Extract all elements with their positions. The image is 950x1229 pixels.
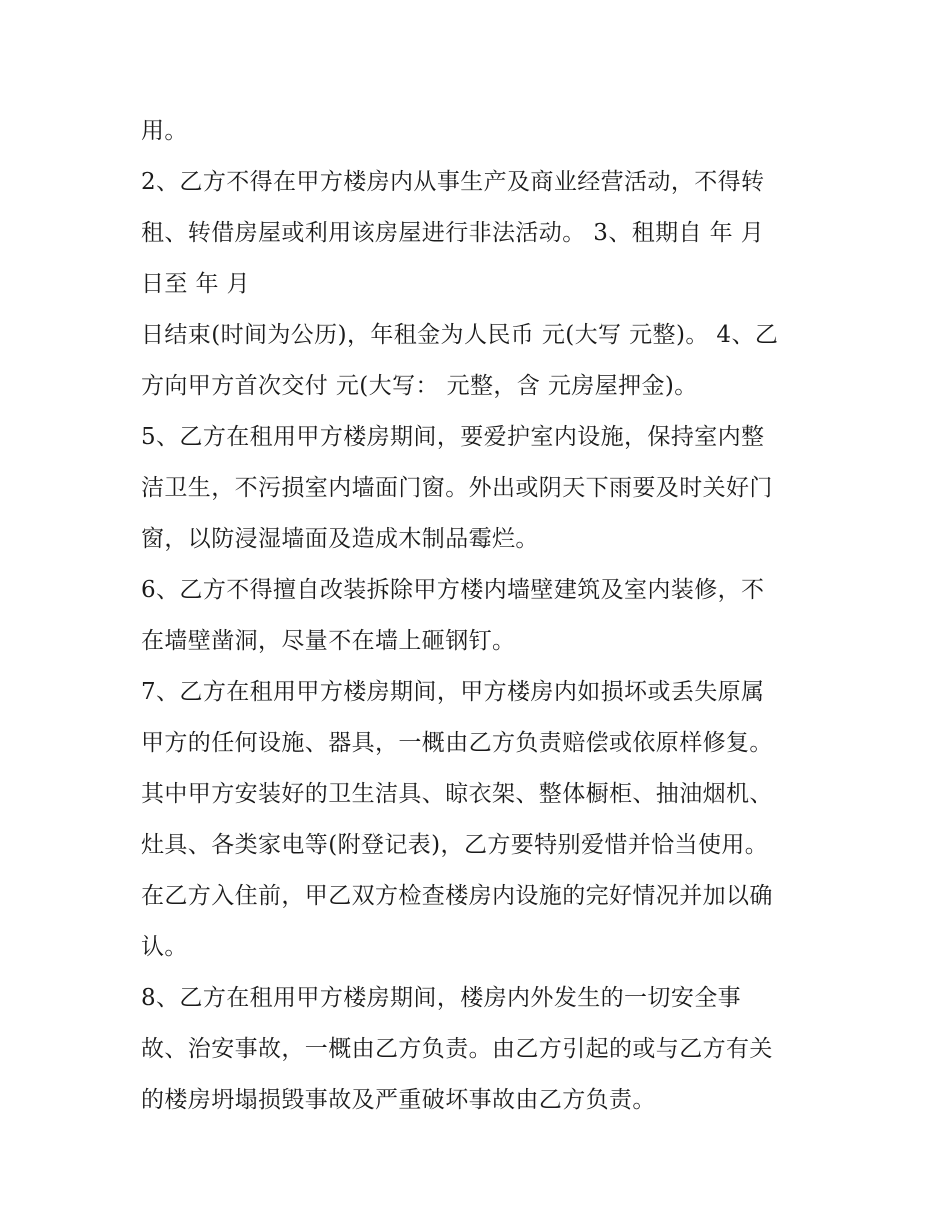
text-line: 其中甲方安装好的卫生洁具、晾衣架、整体橱柜、抽油烟机、 xyxy=(141,781,773,807)
text-line: 7、乙方在租用甲方楼房期间，甲方楼房内如损坏或丢失原属 xyxy=(141,679,765,705)
text-line: 认。 xyxy=(141,934,188,960)
text-line: 故、治安事故，一概由乙方负责。由乙方引起的或与乙方有关 xyxy=(141,1036,773,1062)
text-line: 在墙壁凿洞，尽量不在墙上砸钢钉。 xyxy=(141,628,516,654)
text-line: 6、乙方不得擅自改装拆除甲方楼内墙壁建筑及室内装修，不 xyxy=(141,577,765,603)
text-line: 8、乙方在租用甲方楼房期间，楼房内外发生的一切安全事 xyxy=(141,985,742,1011)
text-line: 用。 xyxy=(141,118,188,144)
document-body xyxy=(141,106,831,1126)
text-line: 灶具、各类家电等(附登记表)，乙方要特别爱惜并恰当使用。 xyxy=(141,832,769,858)
text-line: 在乙方入住前，甲乙双方检查楼房内设施的完好情况并加以确 xyxy=(141,883,773,909)
text-line: 甲方的任何设施、器具，一概由乙方负责赔偿或依原样修复。 xyxy=(141,730,773,756)
text-line: 租、转借房屋或利用该房屋进行非法活动。 3、租期自 年 月 xyxy=(141,220,765,246)
text-line: 方向甲方首次交付 元(大写： 元整，含 元房屋押金)。 xyxy=(141,373,698,399)
text-line: 的楼房坍塌损毁事故及严重破坏事故由乙方负责。 xyxy=(141,1087,656,1113)
text-line: 2、乙方不得在甲方楼房内从事生产及商业经营活动，不得转 xyxy=(141,169,765,195)
text-line: 5、乙方在租用甲方楼房期间，要爱护室内设施，保持室内整 xyxy=(141,424,765,450)
text-line: 窗，以防浸湿墙面及造成木制品霉烂。 xyxy=(141,526,539,552)
text-line: 日至 年 月 xyxy=(141,271,251,297)
text-line: 日结束(时间为公历)，年租金为人民币 元(大写 元整)。 4、乙 xyxy=(141,322,779,348)
text-line: 洁卫生，不污损室内墙面门窗。外出或阴天下雨要及时关好门 xyxy=(141,475,773,501)
